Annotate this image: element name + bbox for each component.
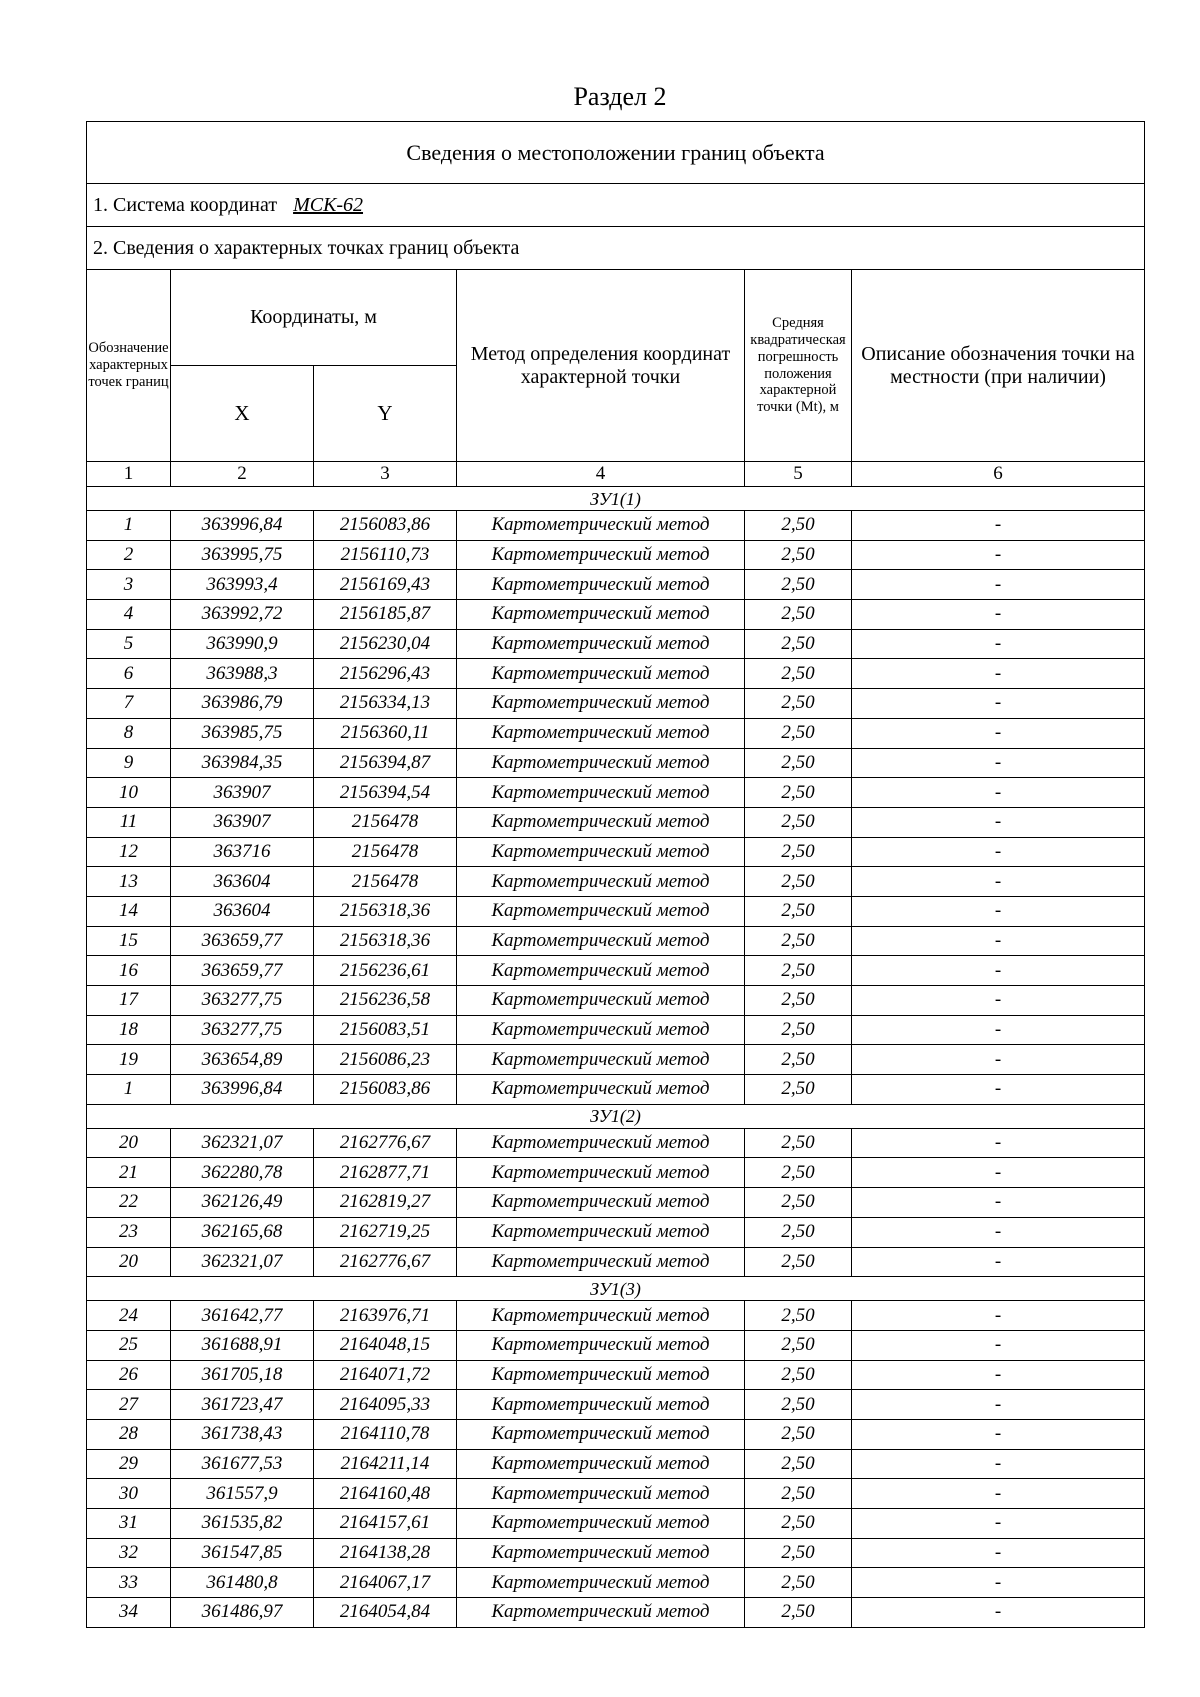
table-row xyxy=(87,1158,1145,1188)
table-row xyxy=(87,1217,1145,1247)
coord-x: 361547,85 xyxy=(171,1538,314,1568)
col-number: 6 xyxy=(852,462,1145,487)
boundary-points-table xyxy=(86,121,1145,1628)
method-cell: Картометрический метод xyxy=(457,1301,745,1331)
accuracy-cell: 2,50 xyxy=(745,807,852,837)
description-cell: - xyxy=(852,896,1145,926)
table-row xyxy=(87,986,1145,1016)
accuracy-cell: 2,50 xyxy=(745,540,852,570)
coord-y: 2164157,61 xyxy=(314,1509,457,1539)
table-row xyxy=(87,1247,1145,1277)
description-cell: - xyxy=(852,689,1145,719)
accuracy-cell: 2,50 xyxy=(745,600,852,630)
method-cell: Картометрический метод xyxy=(457,718,745,748)
coord-y: 2156478 xyxy=(314,837,457,867)
method-cell: Картометрический метод xyxy=(457,1390,745,1420)
header-accuracy: Средняя квадратическая погрешность положения характерной точки (Mt), м xyxy=(745,270,852,462)
coord-y: 2156318,36 xyxy=(314,896,457,926)
coord-y: 2156110,73 xyxy=(314,540,457,570)
point-number: 3 xyxy=(87,570,171,600)
coord-x: 363604 xyxy=(171,896,314,926)
coord-system-row xyxy=(87,184,1145,227)
header-x: X xyxy=(171,366,314,462)
table-row xyxy=(87,1360,1145,1390)
point-number: 10 xyxy=(87,778,171,808)
table-row xyxy=(87,600,1145,630)
description-cell: - xyxy=(852,540,1145,570)
method-cell: Картометрический метод xyxy=(457,600,745,630)
point-number: 12 xyxy=(87,837,171,867)
coord-x: 363716 xyxy=(171,837,314,867)
coord-x: 363654,89 xyxy=(171,1045,314,1075)
point-number: 33 xyxy=(87,1568,171,1598)
point-number: 13 xyxy=(87,867,171,897)
coord-y: 2163976,71 xyxy=(314,1301,457,1331)
points-title: 2. Сведения о характерных точках границ объекта xyxy=(87,227,1145,270)
table-row xyxy=(87,1598,1145,1628)
coord-y: 2156296,43 xyxy=(314,659,457,689)
coord-system-value: МСК-62 xyxy=(293,193,364,216)
group-title: ЗУ1(2) xyxy=(87,1104,1145,1128)
coord-y: 2162719,25 xyxy=(314,1217,457,1247)
coord-x: 361642,77 xyxy=(171,1301,314,1331)
coord-y: 2162819,27 xyxy=(314,1188,457,1218)
point-number: 29 xyxy=(87,1449,171,1479)
coord-y: 2156236,58 xyxy=(314,986,457,1016)
method-cell: Картометрический метод xyxy=(457,1188,745,1218)
description-cell: - xyxy=(852,867,1145,897)
description-cell: - xyxy=(852,956,1145,986)
description-cell: - xyxy=(852,600,1145,630)
point-number: 11 xyxy=(87,807,171,837)
method-cell: Картометрический метод xyxy=(457,689,745,719)
coord-y: 2156318,36 xyxy=(314,926,457,956)
coord-x: 363996,84 xyxy=(171,511,314,541)
accuracy-cell: 2,50 xyxy=(745,1015,852,1045)
header-description: Описание обозначения точки на местности (при наличии) xyxy=(852,270,1145,462)
accuracy-cell: 2,50 xyxy=(745,926,852,956)
coord-x: 363907 xyxy=(171,807,314,837)
col-number: 3 xyxy=(314,462,457,487)
table-row xyxy=(87,1568,1145,1598)
point-number: 22 xyxy=(87,1188,171,1218)
coord-y: 2156083,86 xyxy=(314,1075,457,1105)
group-title: ЗУ1(1) xyxy=(87,487,1145,511)
header-method: Метод определения координат характерной точки xyxy=(457,270,745,462)
coord-x: 362165,68 xyxy=(171,1217,314,1247)
coord-y: 2164138,28 xyxy=(314,1538,457,1568)
description-cell: - xyxy=(852,1479,1145,1509)
coord-y: 2164048,15 xyxy=(314,1330,457,1360)
coord-x: 361677,53 xyxy=(171,1449,314,1479)
col-number: 4 xyxy=(457,462,745,487)
method-cell: Картометрический метод xyxy=(457,1598,745,1628)
method-cell: Картометрический метод xyxy=(457,1449,745,1479)
point-number: 1 xyxy=(87,1075,171,1105)
coord-x: 363907 xyxy=(171,778,314,808)
coord-x: 363990,9 xyxy=(171,629,314,659)
coord-y: 2156334,13 xyxy=(314,689,457,719)
table-row xyxy=(87,1128,1145,1158)
table-row xyxy=(87,1509,1145,1539)
table-row xyxy=(87,570,1145,600)
coord-y: 2164110,78 xyxy=(314,1419,457,1449)
table-row xyxy=(87,659,1145,689)
point-number: 16 xyxy=(87,956,171,986)
point-number: 4 xyxy=(87,600,171,630)
accuracy-cell: 2,50 xyxy=(745,896,852,926)
description-cell: - xyxy=(852,778,1145,808)
point-number: 26 xyxy=(87,1360,171,1390)
description-cell: - xyxy=(852,1449,1145,1479)
description-cell: - xyxy=(852,1419,1145,1449)
coord-y: 2156086,23 xyxy=(314,1045,457,1075)
description-cell: - xyxy=(852,1390,1145,1420)
description-cell: - xyxy=(852,1568,1145,1598)
group-row xyxy=(87,487,1145,511)
coord-x: 362321,07 xyxy=(171,1128,314,1158)
table-row xyxy=(87,1538,1145,1568)
method-cell: Картометрический метод xyxy=(457,1158,745,1188)
method-cell: Картометрический метод xyxy=(457,570,745,600)
description-cell: - xyxy=(852,807,1145,837)
accuracy-cell: 2,50 xyxy=(745,1045,852,1075)
coord-y: 2164054,84 xyxy=(314,1598,457,1628)
method-cell: Картометрический метод xyxy=(457,1360,745,1390)
coord-x: 363604 xyxy=(171,867,314,897)
method-cell: Картометрический метод xyxy=(457,867,745,897)
header-coords: Координаты, м xyxy=(171,270,457,366)
coord-x: 363986,79 xyxy=(171,689,314,719)
method-cell: Картометрический метод xyxy=(457,511,745,541)
accuracy-cell: 2,50 xyxy=(745,1158,852,1188)
accuracy-cell: 2,50 xyxy=(745,1598,852,1628)
table-row xyxy=(87,511,1145,541)
point-number: 18 xyxy=(87,1015,171,1045)
description-cell: - xyxy=(852,718,1145,748)
point-number: 21 xyxy=(87,1158,171,1188)
coord-x: 363985,75 xyxy=(171,718,314,748)
method-cell: Картометрический метод xyxy=(457,1538,745,1568)
description-cell: - xyxy=(852,1330,1145,1360)
description-cell: - xyxy=(852,1128,1145,1158)
table-row xyxy=(87,1390,1145,1420)
accuracy-cell: 2,50 xyxy=(745,1075,852,1105)
accuracy-cell: 2,50 xyxy=(745,1449,852,1479)
coord-x: 361486,97 xyxy=(171,1598,314,1628)
coord-x: 363984,35 xyxy=(171,748,314,778)
method-cell: Картометрический метод xyxy=(457,629,745,659)
point-number: 34 xyxy=(87,1598,171,1628)
accuracy-cell: 2,50 xyxy=(745,748,852,778)
coord-x: 362321,07 xyxy=(171,1247,314,1277)
page-title: Раздел 2 xyxy=(573,82,667,111)
method-cell: Картометрический метод xyxy=(457,956,745,986)
point-number: 27 xyxy=(87,1390,171,1420)
table-row xyxy=(87,926,1145,956)
table-row xyxy=(87,1330,1145,1360)
table-row xyxy=(87,689,1145,719)
point-number: 1 xyxy=(87,511,171,541)
coord-x: 363277,75 xyxy=(171,986,314,1016)
method-cell: Картометрический метод xyxy=(457,1419,745,1449)
table-row xyxy=(87,540,1145,570)
table-row xyxy=(87,896,1145,926)
point-number: 15 xyxy=(87,926,171,956)
table-row xyxy=(87,837,1145,867)
table-row xyxy=(87,867,1145,897)
accuracy-cell: 2,50 xyxy=(745,511,852,541)
accuracy-cell: 2,50 xyxy=(745,837,852,867)
method-cell: Картометрический метод xyxy=(457,1075,745,1105)
coord-x: 363993,4 xyxy=(171,570,314,600)
section-title: Сведения о местоположении границ объекта xyxy=(87,122,1145,184)
method-cell: Картометрический метод xyxy=(457,748,745,778)
method-cell: Картометрический метод xyxy=(457,837,745,867)
method-cell: Картометрический метод xyxy=(457,1479,745,1509)
coord-y: 2156360,11 xyxy=(314,718,457,748)
accuracy-cell: 2,50 xyxy=(745,1247,852,1277)
accuracy-cell: 2,50 xyxy=(745,570,852,600)
coord-x: 361557,9 xyxy=(171,1479,314,1509)
column-numbers-row xyxy=(87,462,1145,487)
header-point: Обозначение характерных точек границ xyxy=(87,270,171,462)
point-number: 31 xyxy=(87,1509,171,1539)
method-cell: Картометрический метод xyxy=(457,1568,745,1598)
description-cell: - xyxy=(852,1075,1145,1105)
accuracy-cell: 2,50 xyxy=(745,778,852,808)
point-number: 8 xyxy=(87,718,171,748)
table-row xyxy=(87,1015,1145,1045)
description-cell: - xyxy=(852,1015,1145,1045)
accuracy-cell: 2,50 xyxy=(745,1128,852,1158)
description-cell: - xyxy=(852,1538,1145,1568)
accuracy-cell: 2,50 xyxy=(745,956,852,986)
group-row xyxy=(87,1104,1145,1128)
accuracy-cell: 2,50 xyxy=(745,1188,852,1218)
coord-y: 2156185,87 xyxy=(314,600,457,630)
coord-x: 363277,75 xyxy=(171,1015,314,1045)
description-cell: - xyxy=(852,926,1145,956)
point-number: 7 xyxy=(87,689,171,719)
accuracy-cell: 2,50 xyxy=(745,1390,852,1420)
point-number: 9 xyxy=(87,748,171,778)
accuracy-cell: 2,50 xyxy=(745,1217,852,1247)
method-cell: Картометрический метод xyxy=(457,1247,745,1277)
coord-y: 2162776,67 xyxy=(314,1247,457,1277)
method-cell: Картометрический метод xyxy=(457,1128,745,1158)
coord-y: 2156478 xyxy=(314,807,457,837)
table-row xyxy=(87,956,1145,986)
point-number: 23 xyxy=(87,1217,171,1247)
coord-y: 2162877,71 xyxy=(314,1158,457,1188)
description-cell: - xyxy=(852,659,1145,689)
description-cell: - xyxy=(852,837,1145,867)
accuracy-cell: 2,50 xyxy=(745,1538,852,1568)
method-cell: Картометрический метод xyxy=(457,1045,745,1075)
coord-y: 2156083,51 xyxy=(314,1015,457,1045)
method-cell: Картометрический метод xyxy=(457,807,745,837)
description-cell: - xyxy=(852,629,1145,659)
coord-y: 2156394,54 xyxy=(314,778,457,808)
point-number: 14 xyxy=(87,896,171,926)
description-cell: - xyxy=(852,1188,1145,1218)
table-row xyxy=(87,1479,1145,1509)
method-cell: Картометрический метод xyxy=(457,778,745,808)
group-row xyxy=(87,1277,1145,1301)
point-number: 32 xyxy=(87,1538,171,1568)
point-number: 6 xyxy=(87,659,171,689)
accuracy-cell: 2,50 xyxy=(745,1419,852,1449)
accuracy-cell: 2,50 xyxy=(745,718,852,748)
coord-x: 361705,18 xyxy=(171,1360,314,1390)
coord-x: 363659,77 xyxy=(171,956,314,986)
point-number: 24 xyxy=(87,1301,171,1331)
accuracy-cell: 2,50 xyxy=(745,1330,852,1360)
coord-x: 361535,82 xyxy=(171,1509,314,1539)
coord-x: 361738,43 xyxy=(171,1419,314,1449)
col-number: 1 xyxy=(87,462,171,487)
accuracy-cell: 2,50 xyxy=(745,1360,852,1390)
accuracy-cell: 2,50 xyxy=(745,659,852,689)
coord-y: 2164160,48 xyxy=(314,1479,457,1509)
col-number: 2 xyxy=(171,462,314,487)
point-number: 19 xyxy=(87,1045,171,1075)
point-number: 30 xyxy=(87,1479,171,1509)
method-cell: Картометрический метод xyxy=(457,1330,745,1360)
description-cell: - xyxy=(852,1301,1145,1331)
coord-y: 2156169,43 xyxy=(314,570,457,600)
point-number: 28 xyxy=(87,1419,171,1449)
point-number: 17 xyxy=(87,986,171,1016)
table-row xyxy=(87,1188,1145,1218)
coord-x: 362126,49 xyxy=(171,1188,314,1218)
table-row xyxy=(87,1301,1145,1331)
coord-y: 2164071,72 xyxy=(314,1360,457,1390)
col-number: 5 xyxy=(745,462,852,487)
coord-x: 361723,47 xyxy=(171,1390,314,1420)
coord-y: 2156083,86 xyxy=(314,511,457,541)
coord-y: 2164095,33 xyxy=(314,1390,457,1420)
coord-y: 2164067,17 xyxy=(314,1568,457,1598)
coord-x: 361480,8 xyxy=(171,1568,314,1598)
coord-y: 2156394,87 xyxy=(314,748,457,778)
coord-x: 361688,91 xyxy=(171,1330,314,1360)
table-row xyxy=(87,718,1145,748)
coord-y: 2156236,61 xyxy=(314,956,457,986)
method-cell: Картометрический метод xyxy=(457,540,745,570)
point-number: 20 xyxy=(87,1247,171,1277)
description-cell: - xyxy=(852,1598,1145,1628)
table-row xyxy=(87,1075,1145,1105)
description-cell: - xyxy=(852,986,1145,1016)
method-cell: Картометрический метод xyxy=(457,986,745,1016)
header-y: Y xyxy=(314,366,457,462)
table-row xyxy=(87,629,1145,659)
description-cell: - xyxy=(852,748,1145,778)
method-cell: Картометрический метод xyxy=(457,659,745,689)
coord-x: 363988,3 xyxy=(171,659,314,689)
table-row xyxy=(87,807,1145,837)
table-row xyxy=(87,748,1145,778)
description-cell: - xyxy=(852,1509,1145,1539)
accuracy-cell: 2,50 xyxy=(745,689,852,719)
point-number: 20 xyxy=(87,1128,171,1158)
method-cell: Картометрический метод xyxy=(457,1015,745,1045)
coord-y: 2156230,04 xyxy=(314,629,457,659)
accuracy-cell: 2,50 xyxy=(745,1479,852,1509)
point-number: 2 xyxy=(87,540,171,570)
table-row xyxy=(87,1449,1145,1479)
coord-y: 2162776,67 xyxy=(314,1128,457,1158)
group-title: ЗУ1(3) xyxy=(87,1277,1145,1301)
description-cell: - xyxy=(852,511,1145,541)
coord-x: 363995,75 xyxy=(171,540,314,570)
point-number: 25 xyxy=(87,1330,171,1360)
table-row xyxy=(87,1419,1145,1449)
method-cell: Картометрический метод xyxy=(457,1217,745,1247)
description-cell: - xyxy=(852,1360,1145,1390)
accuracy-cell: 2,50 xyxy=(745,867,852,897)
coord-y: 2156478 xyxy=(314,867,457,897)
coord-x: 363996,84 xyxy=(171,1075,314,1105)
method-cell: Картометрический метод xyxy=(457,926,745,956)
accuracy-cell: 2,50 xyxy=(745,1509,852,1539)
table-row xyxy=(87,1045,1145,1075)
description-cell: - xyxy=(852,1045,1145,1075)
description-cell: - xyxy=(852,570,1145,600)
accuracy-cell: 2,50 xyxy=(745,1568,852,1598)
coord-y: 2164211,14 xyxy=(314,1449,457,1479)
accuracy-cell: 2,50 xyxy=(745,629,852,659)
description-cell: - xyxy=(852,1217,1145,1247)
coord-x: 363992,72 xyxy=(171,600,314,630)
coord-system-label: 1. Система координат xyxy=(93,193,278,216)
description-cell: - xyxy=(852,1158,1145,1188)
point-number: 5 xyxy=(87,629,171,659)
accuracy-cell: 2,50 xyxy=(745,986,852,1016)
accuracy-cell: 2,50 xyxy=(745,1301,852,1331)
coord-x: 363659,77 xyxy=(171,926,314,956)
method-cell: Картометрический метод xyxy=(457,1509,745,1539)
description-cell: - xyxy=(852,1247,1145,1277)
method-cell: Картометрический метод xyxy=(457,896,745,926)
table-row xyxy=(87,778,1145,808)
coord-x: 362280,78 xyxy=(171,1158,314,1188)
